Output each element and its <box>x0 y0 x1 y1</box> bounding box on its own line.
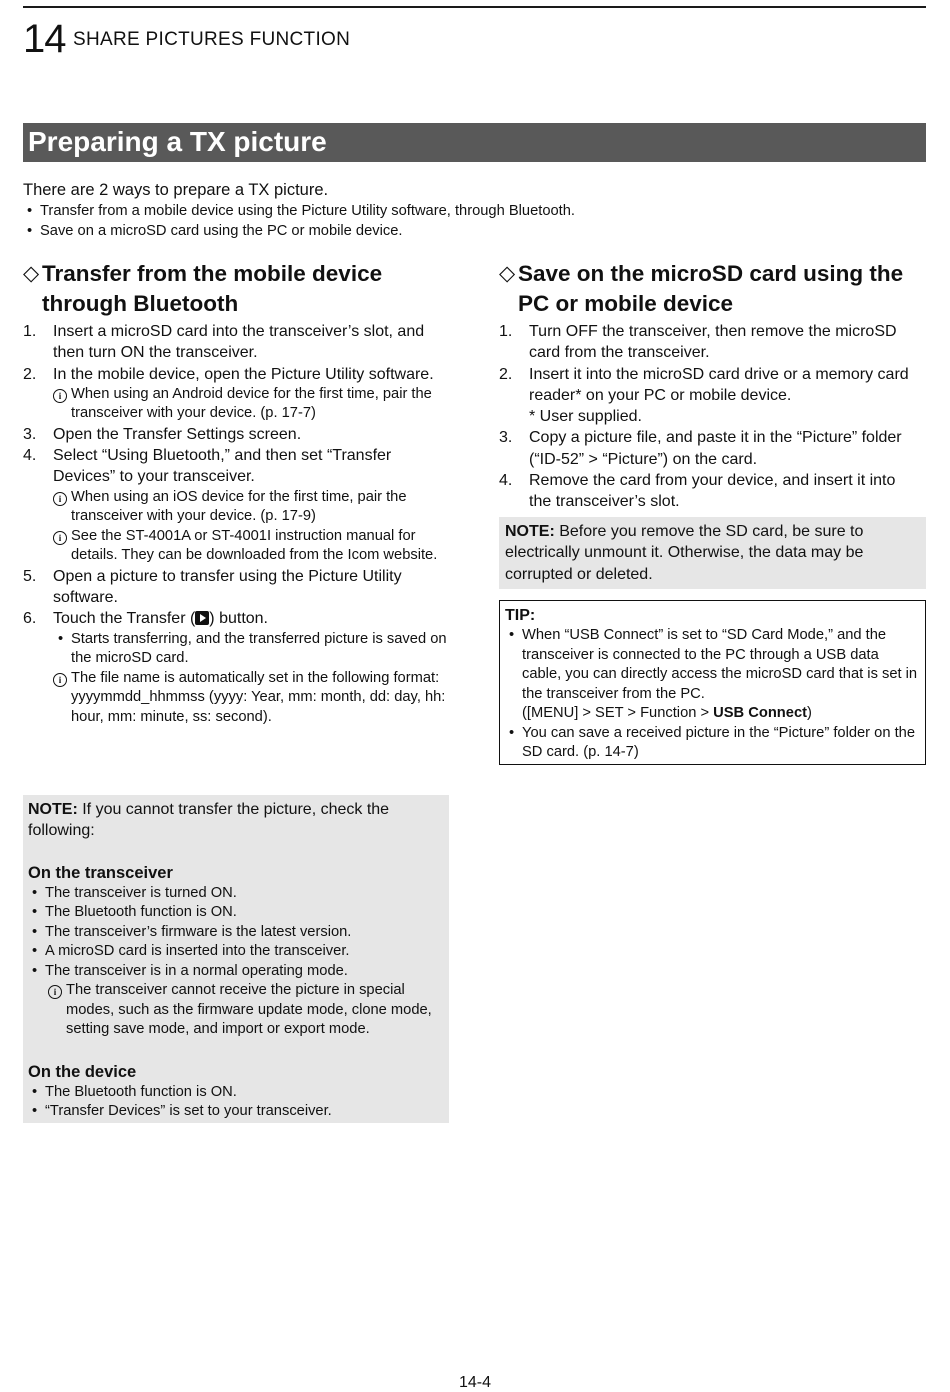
info-icon: i <box>53 492 67 506</box>
note-text: If you cannot transfer the picture, check the following: <box>28 801 390 840</box>
page-number: 14-4 <box>458 1374 492 1391</box>
note-label: NOTE: <box>28 801 78 818</box>
list-item: • The transceiver’s firmware is the latest version. <box>28 923 443 943</box>
step-number: 2. <box>23 365 37 383</box>
step-item <box>23 364 448 424</box>
info-note <box>48 981 443 1040</box>
top-rule <box>23 6 926 8</box>
tip-path-end: ) <box>807 705 812 721</box>
tip-list <box>505 626 919 763</box>
step-text: Copy a picture file, and paste it in the “Picture” folder (“ID-52” > “Picture”) on the card. <box>529 429 902 468</box>
tip-bullet: • You can save a received picture in the “Picture” folder on the SD card. (p. 14-7) <box>505 724 919 763</box>
step-text: Open the Transfer Settings screen. <box>53 425 302 443</box>
step-number: 4. <box>499 472 513 490</box>
list-item: • The Bluetooth function is ON. <box>28 1083 443 1103</box>
left-steps <box>23 321 448 727</box>
list-item: • The Bluetooth function is ON. <box>28 903 443 923</box>
tip-path-bold: USB Connect <box>713 705 807 721</box>
info-icon: i <box>53 673 67 687</box>
step-extra: * User supplied. <box>529 408 642 426</box>
transceiver-list <box>28 884 443 982</box>
left-heading-line2: through Bluetooth <box>42 291 239 316</box>
info-note-text: The file name is automatically set in the following format: yyyymmdd_hhmmss (yyyy: Year, mm: month, dd: day, hh: hour, mm: minute, ss: second). <box>71 669 446 725</box>
step-item <box>23 321 448 364</box>
left-heading <box>23 259 463 319</box>
bottom-note-box <box>23 795 449 1123</box>
diamond-icon: ◇ <box>23 262 40 285</box>
step-number: 4. <box>23 447 37 465</box>
info-icon: i <box>48 985 62 999</box>
list-item: • “Transfer Devices” is set to your transceiver. <box>28 1102 443 1122</box>
right-heading <box>499 259 929 319</box>
right-heading-line1: Save on the microSD card using the <box>518 261 904 286</box>
tip-box <box>499 600 926 765</box>
info-note-text: When using an iOS device for the first time, pair the transceiver with your device. (p. 17-9) <box>71 488 407 525</box>
step-number: 2. <box>499 365 513 383</box>
step-bullet: • Starts transferring, and the transferred picture is saved on the microSD card. <box>53 630 448 669</box>
intro-lead: There are 2 ways to prepare a TX picture. <box>23 181 329 199</box>
note-text: Before you remove the SD card, be sure to electrically unmount it. Otherwise, the data may be corrupted or deleted. <box>505 523 864 583</box>
tip-bullet-text: When “USB Connect” is set to “SD Card Mode,” and the transceiver is connected to the PC through a USB data cable, you can directly access the microSD card that is set in the transceiver from the PC. <box>522 627 918 702</box>
step-number: 1. <box>23 323 37 340</box>
left-heading-line1: Transfer from the mobile device <box>42 261 383 286</box>
transceiver-heading: On the transceiver <box>28 863 173 882</box>
note-label: NOTE: <box>505 523 555 540</box>
tip-bullet <box>505 626 919 724</box>
step-item <box>499 427 919 470</box>
intro-list <box>23 202 926 241</box>
info-icon: i <box>53 531 67 545</box>
right-steps <box>499 321 919 513</box>
step-number: 3. <box>23 425 37 443</box>
step-item <box>23 608 448 727</box>
step-text: Select “Using Bluetooth,” and then set “Transfer Devices” to your transceiver. <box>53 447 392 486</box>
info-icon: i <box>53 389 67 403</box>
chapter-title: SHARE PICTURES FUNCTION <box>73 29 351 50</box>
step-number: 3. <box>499 429 513 447</box>
right-heading-line2: PC or mobile device <box>518 291 734 316</box>
right-note <box>499 517 926 585</box>
bottom-note <box>28 799 443 842</box>
step-text: In the mobile device, open the Picture Utility software. <box>53 365 434 383</box>
info-note <box>53 488 448 527</box>
intro <box>23 180 926 241</box>
tip-title: TIP: <box>505 607 536 624</box>
step-number: 6. <box>23 610 37 628</box>
device-heading: On the device <box>28 1062 137 1081</box>
step-item <box>499 321 919 364</box>
list-item: • A microSD card is inserted into the transceiver. <box>28 942 443 962</box>
device-list <box>28 1083 443 1122</box>
info-note-text: See the ST-4001A or ST-4001I instruction manual for details. They can be downloaded from the Icom website. <box>71 527 438 564</box>
step-text-before: Touch the Transfer ( <box>53 610 196 628</box>
step-text: Open a picture to transfer using the Picture Utility software. <box>53 567 402 607</box>
intro-bullet: • Transfer from a mobile device using the Picture Utility software, through Bluetooth. <box>23 202 926 222</box>
step-text: Insert it into the microSD card drive or a memory card reader* on your PC or mobile device. <box>529 365 909 404</box>
step-item <box>499 364 919 428</box>
info-note <box>53 385 448 424</box>
step-item <box>23 566 448 609</box>
chapter-number: 14 <box>23 17 66 61</box>
info-note <box>53 527 448 566</box>
diamond-icon: ◇ <box>499 262 516 285</box>
step-number: 5. <box>23 567 37 585</box>
right-note-box <box>499 517 926 589</box>
tip-path: ([MENU] > SET > Function > <box>522 705 714 721</box>
intro-bullet: • Save on a microSD card using the PC or mobile device. <box>23 222 926 242</box>
step-text-after: ) button. <box>209 610 268 628</box>
step-number: 1. <box>499 323 513 340</box>
section-title: Preparing a TX picture <box>28 126 327 157</box>
list-item: • The transceiver is in a normal operating mode. <box>28 962 443 982</box>
step-item <box>23 424 448 445</box>
step-text: Insert a microSD card into the transceiver’s slot, and then turn ON the transceiver. <box>53 323 425 362</box>
info-note-text: The transceiver cannot receive the picture in special modes, such as the firmware update mode, clone mode, setting save mode, and import or export mode. <box>66 982 432 1038</box>
step-text: Remove the card from your device, and insert it into the transceiver’s slot. <box>529 472 896 511</box>
info-note <box>53 669 448 728</box>
info-note-text: When using an Android device for the first time, pair the transceiver with your device. (p. 17-7) <box>71 385 432 422</box>
step-text: Turn OFF the transceiver, then remove the microSD card from the transceiver. <box>529 323 897 362</box>
transfer-icon <box>195 611 209 625</box>
list-item: • The transceiver is turned ON. <box>28 884 443 904</box>
step-item <box>499 470 919 513</box>
step-item <box>23 445 448 566</box>
